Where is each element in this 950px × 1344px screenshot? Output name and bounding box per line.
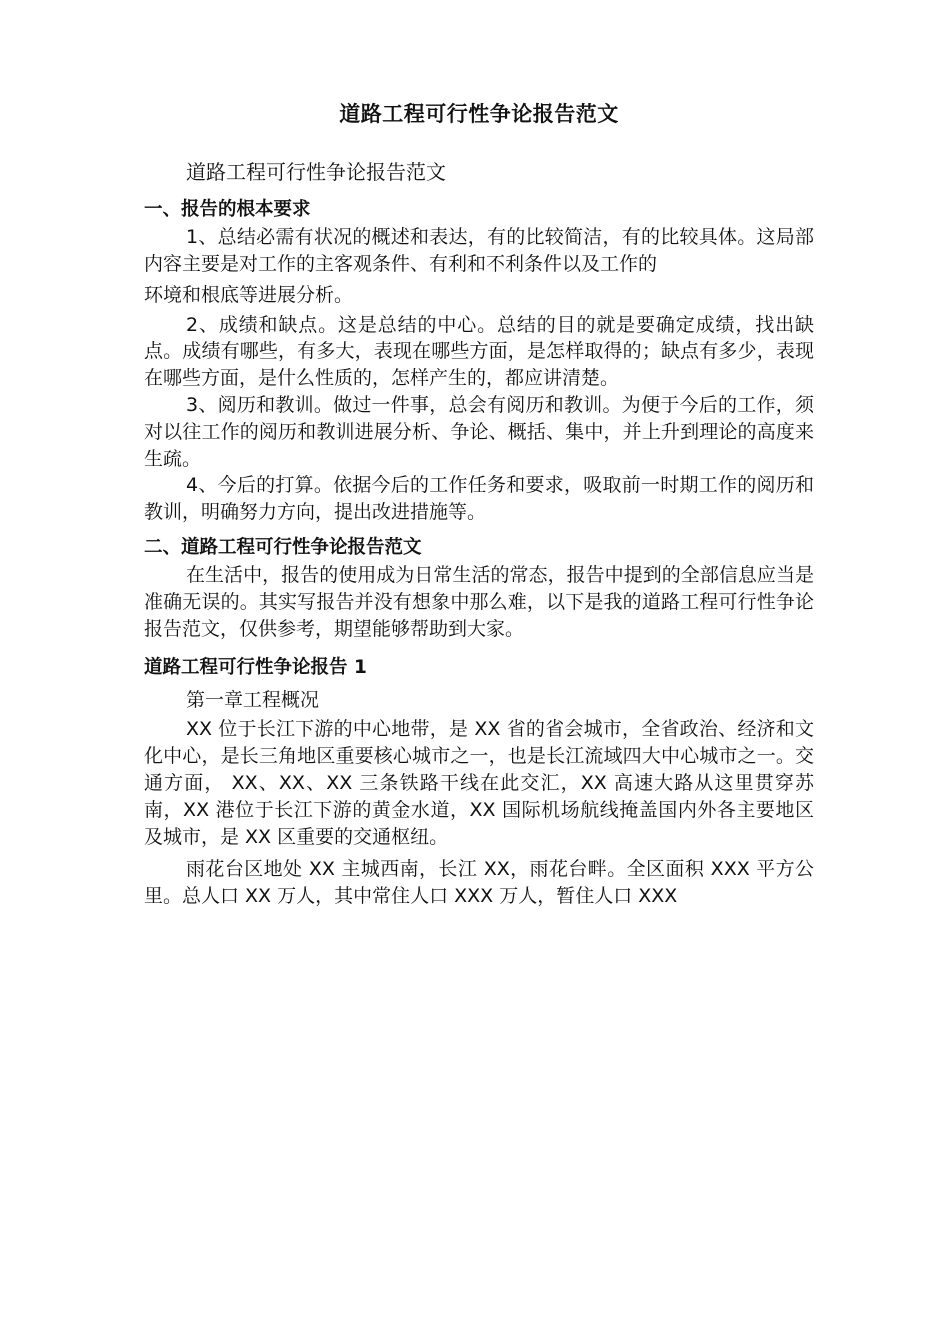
section-heading-examples: 二、道路工程可行性争论报告范文 [144, 536, 422, 558]
paragraph-5: 在生活中，报告的使用成为日常生活的常态，报告中提到的全部信息应当是准确无误的。其实写报告并没有想象中那么难，以下是我的道路工程可行性争论报告范文，仅供参考，期望能够帮助到大家。 [144, 563, 814, 640]
paragraph-2: 2、成绩和缺点。这是总结的中心。总结的目的就是要确定成绩，找出缺点。成绩有哪些，有多大，表现在哪些方面，是怎样取得的；缺点有多少，表现在哪些方面，是什么性质的，怎样产生的，都应讲清楚。 [144, 313, 814, 390]
paragraph-7: 雨花台区地处 XX 主城西南，长江 XX，雨花台畔。全区面积 XXX 平方公里。总人口 XX 万人，其中常住人口 XXX 万人，暂住人口 XXX [144, 858, 814, 908]
report-1-heading: 道路工程可行性争论报告 1 [144, 657, 367, 679]
document-subtitle: 道路工程可行性争论报告范文 [186, 160, 446, 184]
document-page [144, 96, 814, 910]
paragraph-1-line-1: 1、总结必需有状况的概述和表达，有的比较简洁，有的比较具体。这局部内容主要是对工作的主客观条件、有利和不利条件以及工作的 [144, 226, 814, 275]
paragraph-4: 4、今后的打算。依据今后的工作任务和要求，吸取前一时期工作的阅历和教训，明确努力方向，提出改进措施等。 [144, 474, 814, 524]
paragraph-6: XX 位于长江下游的中心地带，是 XX 省的省会城市，全省政治、经济和文化中心，是长三角地区重要核心城市之一，也是长江流域四大中心城市之一。交通方面， XX、XX、XX 三条铁路干线在此交汇，XX 高速大路从这里贯穿苏南，XX 港位于长江下游的黄金水道，XX 国际机场航线掩盖国内外各主要地区及城市，是 XX 区重要的交通枢纽。 [144, 718, 814, 848]
chapter-1-title: 第一章工程概况 [186, 689, 320, 712]
section-heading-requirements: 一、报告的根本要求 [144, 199, 311, 220]
document-title: 道路工程可行性争论报告范文 [339, 102, 619, 126]
paragraph-3: 3、阅历和教训。做过一件事，总会有阅历和教训。为便于今后的工作，须对以往工作的阅历和教训进展分析、争论、概括、集中，并上升到理论的高度来生疏。 [144, 393, 814, 470]
paragraph-1-continuation: 环境和根底等进展分析。 [144, 283, 354, 306]
paragraph-1 [144, 224, 814, 278]
